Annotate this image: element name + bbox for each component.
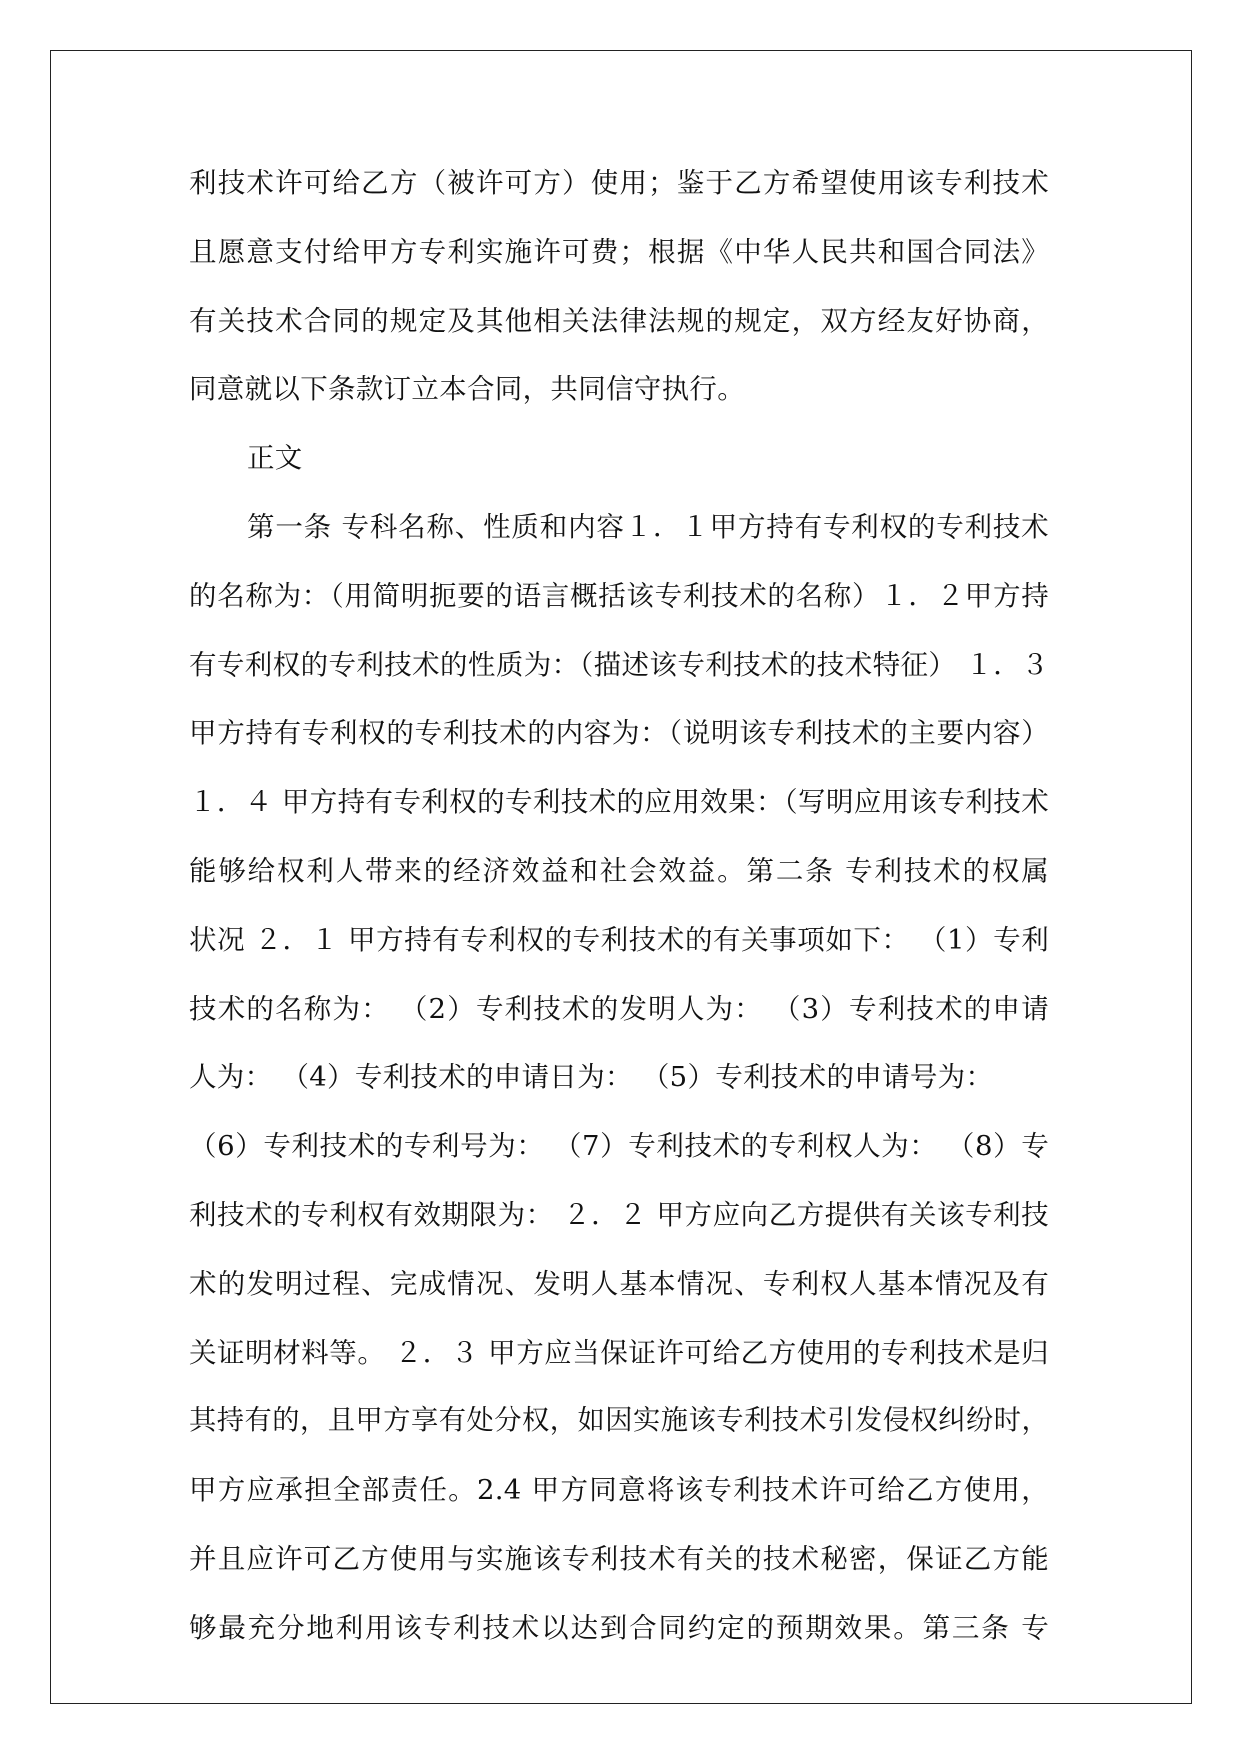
text-line: 利技术的专利权有效期限为： ２．２ 甲方应向乙方提供有关该专利技: [189, 1198, 1049, 1231]
text-line: 够最充分地利用该专利技术以达到合同约定的预期效果。第三条 专: [189, 1611, 1049, 1644]
text-line: 有专利权的专利技术的性质为：（描述该专利技术的技术特征） １．３: [189, 648, 1049, 681]
text-line: 关证明材料等。 ２．３ 甲方应当保证许可给乙方使用的专利技术是归: [189, 1336, 1049, 1369]
text-line: 人为： （4）专利技术的申请日为： （5）专利技术的申请号为：: [189, 1061, 994, 1094]
text-line: 术的发明过程、完成情况、发明人基本情况、专利权人基本情况及有: [189, 1267, 1049, 1300]
text-line: 状况 ２．１ 甲方持有专利权的专利技术的有关事项如下： （1）专利: [189, 923, 1049, 956]
text-line: 并且应许可乙方使用与实施该专利技术有关的技术秘密，保证乙方能: [189, 1542, 1049, 1575]
text-line: 的名称为：（用简明扼要的语言概括该专利技术的名称）１．２甲方持: [189, 579, 1049, 612]
section-heading: 正文: [247, 442, 303, 475]
text-line: 第一条 专科名称、性质和内容１．１甲方持有专利权的专利技术: [247, 510, 1049, 543]
text-line: 能够给权利人带来的经济效益和社会效益。第二条 专利技术的权属: [189, 854, 1049, 887]
text-line: 甲方应承担全部责任。2.4 甲方同意将该专利技术许可给乙方使用，: [189, 1474, 1049, 1507]
text-line: 有关技术合同的规定及其他相关法律法规的规定，双方经友好协商，: [189, 304, 1049, 337]
text-line: １．４ 甲方持有专利权的专利技术的应用效果：（写明应用该专利技术: [189, 786, 1049, 819]
text-line: 且愿意支付给甲方专利实施许可费；根据《中华人民共和国合同法》: [189, 235, 1049, 268]
text-line: （6）专利技术的专利号为： （7）专利技术的专利权人为： （8）专: [189, 1130, 1049, 1163]
contract-body-text: [189, 158, 1049, 1672]
text-line: 技术的名称为： （2）专利技术的发明人为： （3）专利技术的申请: [189, 992, 1049, 1025]
text-line: 同意就以下条款订立本合同，共同信守执行。: [189, 373, 745, 406]
text-line: 利技术许可给乙方（被许可方）使用；鉴于乙方希望使用该专利技术: [189, 167, 1049, 199]
text-line: 甲方持有专利权的专利技术的内容为：（说明该专利技术的主要内容）: [189, 717, 1049, 750]
text-line: 其持有的，且甲方享有处分权，如因实施该专利技术引发侵权纠纷时，: [189, 1405, 1049, 1437]
